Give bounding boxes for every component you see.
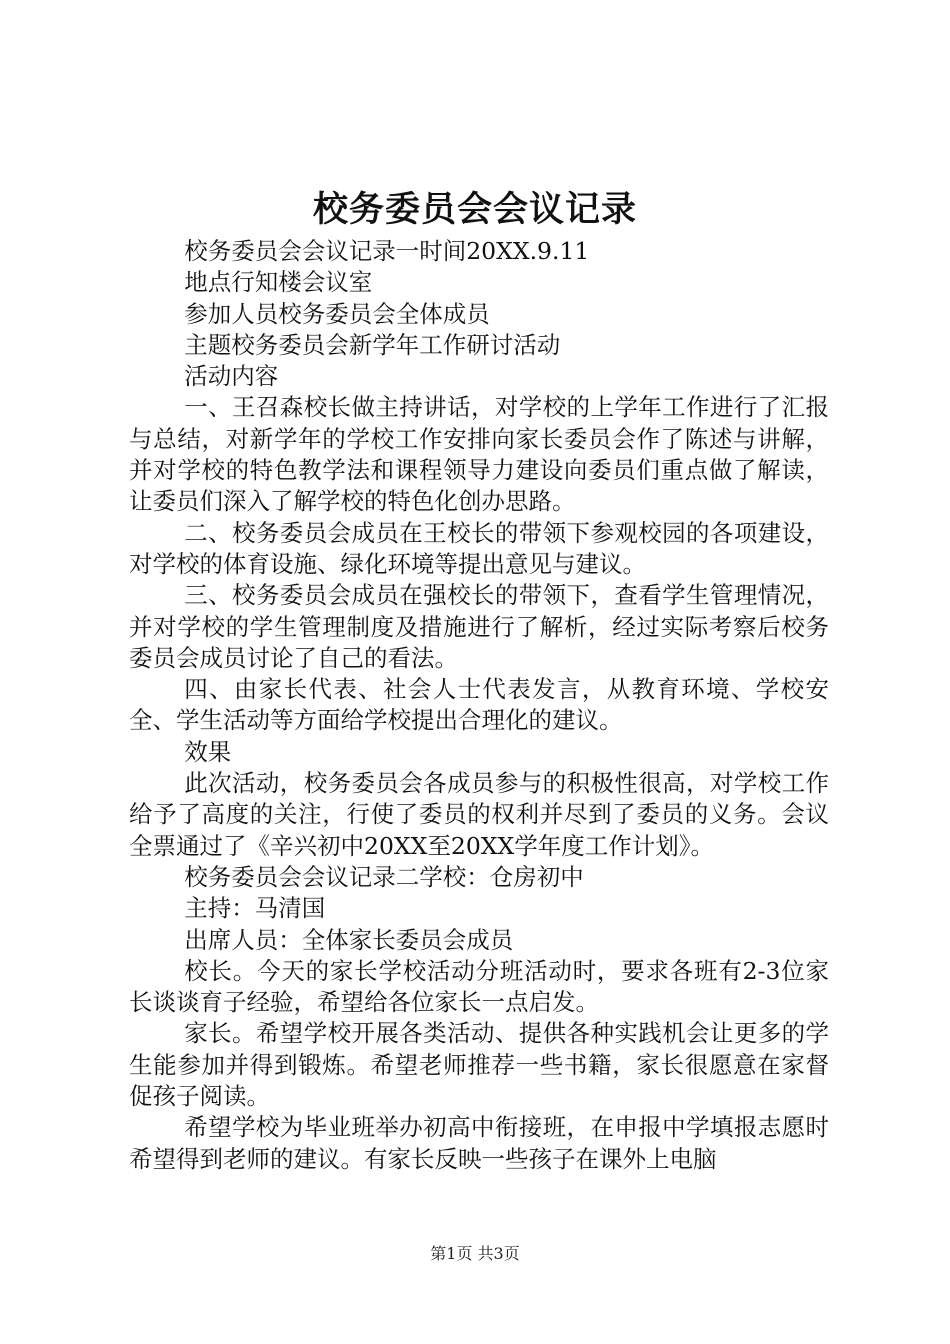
paragraph-topic: 主题校务委员会新学年工作研讨活动 [184,330,561,359]
paragraph-location: 地点行知楼会议室 [184,268,373,297]
paragraph-item-2: 二、校务委员会成员在王校长的带领下参观校园的各项建设，对学校的体育设施、绿化环境等提出意见与建议。 [129,518,829,578]
paragraph-attendees: 出席人员：全体家长委员会成员 [184,925,514,954]
paragraph-effect-body: 此次活动，校务委员会各成员参与的积极性很高，对学校工作给予了高度的关注，行使了委员的权利并尽到了委员的义务。会议全票通过了《辛兴初中20XX至20XX学年度工作计划》。 [129,769,829,860]
paragraph-item-1: 一、王召森校长做主持讲话，对学校的上学年工作进行了汇报与总结，对新学年的学校工作安排向家长委员会作了陈述与讲解，并对学校的特色教学法和课程领导力建设向委员们重点做了解读，让委员们深入了解学校的特色化创办思路。 [129,393,829,516]
page-number-footer: 第1页 共3页 [430,1244,520,1263]
paragraph-principal: 校长。今天的家长学校活动分班活动时，要求各班有2-3位家长谈谈育子经验，希望给各位家长一点启发。 [129,956,829,1017]
paragraph-item-4: 四、由家长代表、社会人士代表发言，从教育环境、学校安全、学生活动等方面给学校提出合理化的建议。 [129,675,829,735]
paragraph-parents: 家长。希望学校开展各类活动、提供各种实践机会让更多的学生能参加并得到锻炼。希望老师推荐一些书籍，家长很愿意在家督促孩子阅读。 [129,1019,829,1111]
document-body [129,236,829,1175]
paragraph-participants: 参加人员校务委员会全体成员 [184,299,490,328]
paragraph-host: 主持：马清国 [184,894,326,923]
paragraph-item-3: 三、校务委员会成员在强校长的带领下，查看学生管理情况，并对学校的学生管理制度及措施进行了解析，经过实际考察后校务委员会成员讨论了自己的看法。 [129,581,829,672]
paragraph-record-two-school: 校务委员会会议记录二学校：仓房初中 [184,862,584,891]
paragraph-activity-heading: 活动内容 [184,362,279,391]
document-title: 校务委员会会议记录 [312,189,637,230]
paragraph-effect-heading: 效果 [184,737,232,766]
paragraph-hopes: 希望学校为毕业班举办初高中衔接班，在申报中学填报志愿时希望得到老师的建议。有家长反映一些孩子在课外上电脑 [129,1113,829,1173]
paragraph-meeting-time: 校务委员会会议记录一时间20XX.9.11 [184,237,590,265]
